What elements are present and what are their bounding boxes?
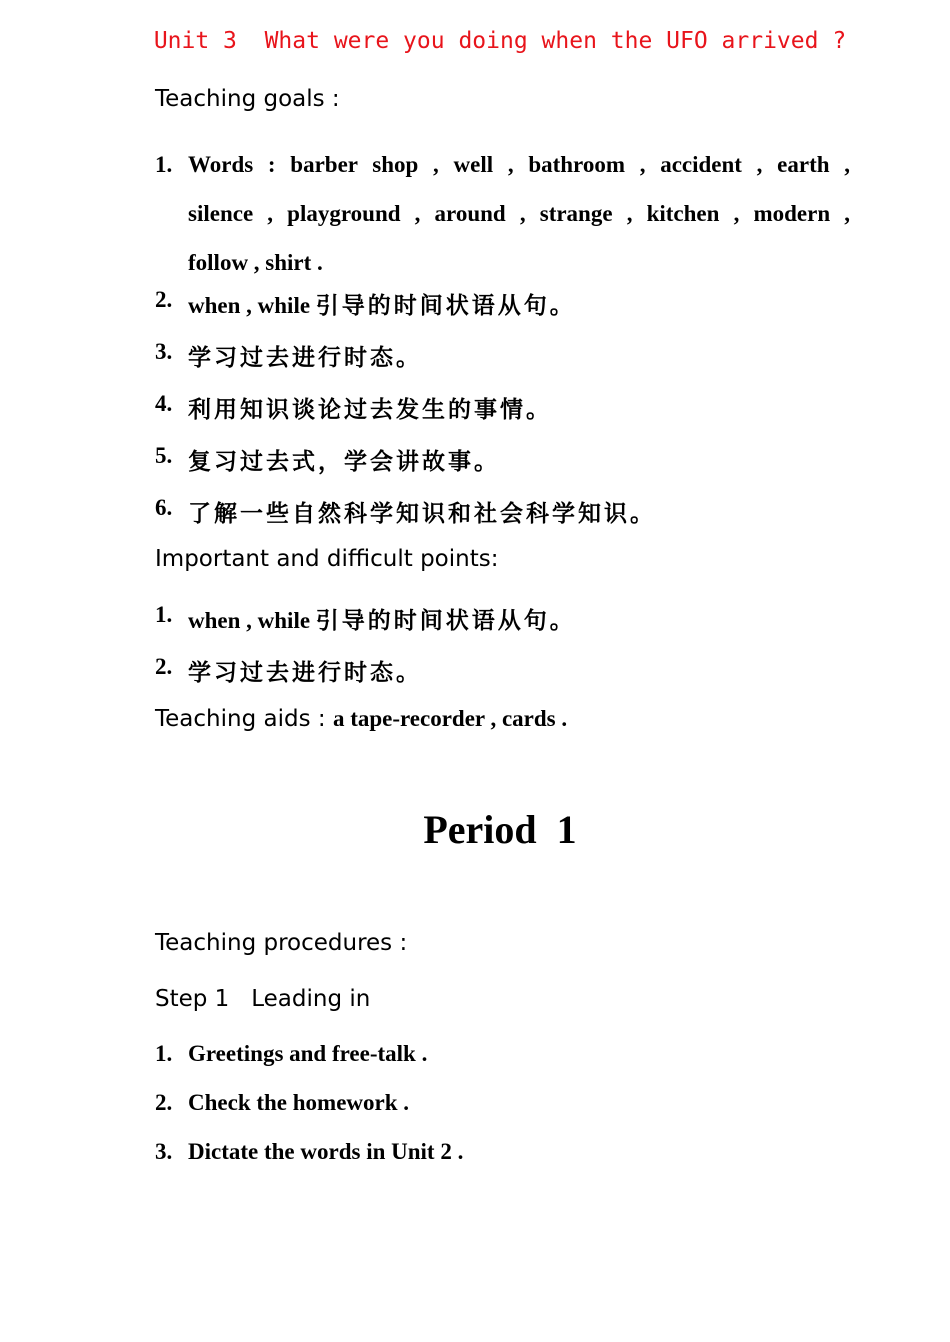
procedure-1-text: Greetings and free-talk . xyxy=(188,1041,428,1066)
list-number: 1. xyxy=(155,602,173,627)
procedure-2-text: Check the homework . xyxy=(188,1090,410,1115)
point-1-chinese: 引导的时间状语从句。 xyxy=(315,607,576,634)
unit-title: Unit 3 What were you doing when the UFO arrived ? xyxy=(153,28,847,54)
goal-6-chinese: 了解一些自然科学知识和社会科学知识。 xyxy=(188,500,656,527)
goal-4-chinese: 利用知识谈论过去发生的事情。 xyxy=(188,396,552,423)
list-number: 3. xyxy=(155,1139,173,1164)
goal-2-english: when , while xyxy=(188,293,311,318)
procedure-item-1 xyxy=(155,1041,850,1067)
point-1-english: when , while xyxy=(188,608,311,633)
list-number: 1. xyxy=(155,1041,173,1066)
goal-2-chinese: 引导的时间状语从句。 xyxy=(315,292,576,319)
list-number: 2. xyxy=(155,1090,173,1115)
words-line-3: follow , shirt . xyxy=(188,250,323,275)
teaching-procedures-heading: Teaching procedures : xyxy=(155,930,408,956)
goal-item-4 xyxy=(155,391,850,424)
teaching-aids xyxy=(155,706,567,732)
words-line-1: Words : barber shop , well , bathroom , accident , earth , xyxy=(188,152,850,177)
words-list xyxy=(188,140,850,287)
list-number: 2. xyxy=(155,287,173,312)
teaching-goals-heading: Teaching goals : xyxy=(155,86,340,112)
list-number: 3. xyxy=(155,339,173,364)
procedure-item-3 xyxy=(155,1139,850,1165)
important-points-heading: Important and difficult points: xyxy=(155,546,499,572)
point-item-1 xyxy=(155,602,850,635)
teaching-aids-value: a tape-recorder , cards . xyxy=(332,706,568,731)
goal-item-2 xyxy=(155,287,850,320)
teaching-aids-label: Teaching aids : xyxy=(155,706,326,732)
procedure-item-2 xyxy=(155,1090,850,1116)
goal-item-3 xyxy=(155,339,850,372)
goal-item-1 xyxy=(155,140,850,287)
list-number: 4. xyxy=(155,391,173,416)
point-2-chinese: 学习过去进行时态。 xyxy=(188,659,422,686)
list-number: 2. xyxy=(155,654,173,679)
list-number: 6. xyxy=(155,495,173,520)
words-line-2: silence , playground , around , strange , kitchen , modern , xyxy=(188,201,850,226)
goal-item-5 xyxy=(155,443,850,476)
goal-3-chinese: 学习过去进行时态。 xyxy=(188,344,422,371)
goal-item-6 xyxy=(155,495,850,528)
point-item-2 xyxy=(155,654,850,687)
list-number: 1. xyxy=(155,152,173,177)
step-heading: Step 1 Leading in xyxy=(155,986,371,1012)
procedure-3-text: Dictate the words in Unit 2 . xyxy=(188,1139,464,1164)
list-number: 5. xyxy=(155,443,173,468)
goal-5-chinese: 复习过去式，学会讲故事。 xyxy=(188,448,500,475)
period-title: Period 1 xyxy=(423,807,577,852)
